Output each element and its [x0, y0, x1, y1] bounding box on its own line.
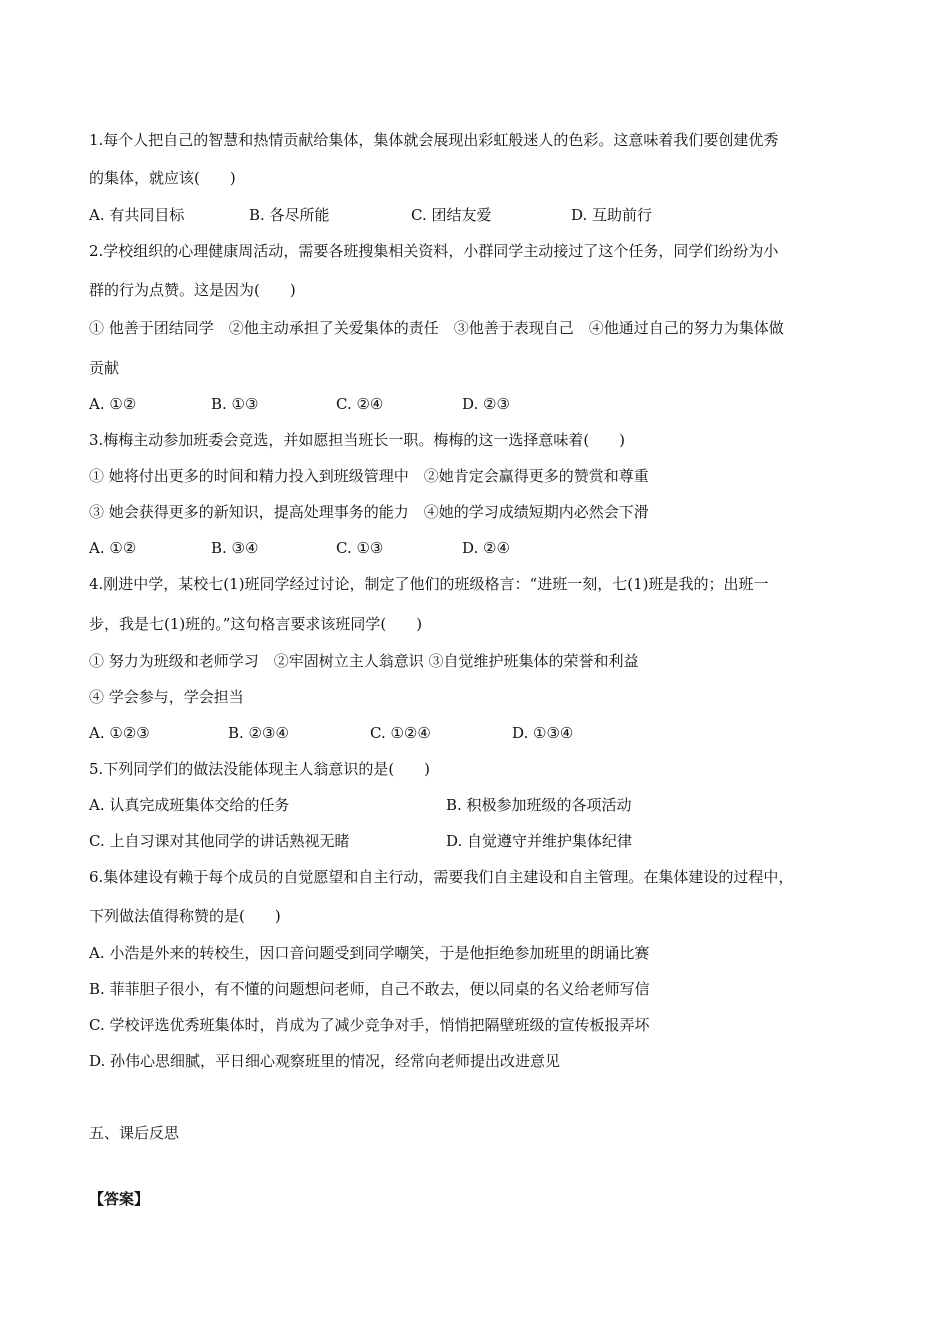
q1-stem-line-2: 的集体，就应该( )	[89, 169, 236, 187]
q2-stem-line-2: 群的行为点赞。这是因为( )	[89, 281, 296, 299]
q2-statements-line-2: 贡献	[89, 359, 120, 377]
q1-option-d: D. 互助前行	[571, 206, 653, 224]
q5-stem-line-1: 5.下列同学们的做法没能体现主人翁意识的是( )	[89, 760, 431, 778]
q2-option-c: C. ②④	[336, 395, 384, 413]
q5-option-c: C. 上自习课对其他同学的讲话熟视无睹	[89, 832, 350, 850]
q4-stem-line-2: 步，我是七(1)班的。”这句格言要求该班同学( )	[89, 615, 423, 633]
q4-option-b: B. ②③④	[228, 724, 289, 742]
q6-option-a: A. 小浩是外来的转校生，因口音问题受到同学嘲笑，于是他拒绝参加班里的朗诵比赛	[89, 944, 650, 962]
q1-option-b: B. 各尽所能	[249, 206, 330, 224]
q5-option-a: A. 认真完成班集体交给的任务	[89, 796, 290, 814]
q6-stem-line-1: 6.集体建设有赖于每个成员的自觉愿望和自主行动，需要我们自主建设和自主管理。在集体建设的过程中，	[89, 868, 794, 886]
q6-stem-line-2: 下列做法值得称赞的是( )	[89, 907, 281, 925]
q2-option-d: D. ②③	[462, 395, 510, 413]
section-title: 五、课后反思	[89, 1124, 180, 1142]
q6-option-c: C. 学校评选优秀班集体时，肖成为了减少竞争对手，悄悄把隔壁班级的宣传板报弄坏	[89, 1016, 650, 1034]
q3-statements-line-2: ③ 她会获得更多的新知识，提高处理事务的能力 ④她的学习成绩短期内必然会下滑	[89, 503, 649, 521]
q3-option-b: B. ③④	[211, 539, 259, 557]
q6-option-d: D. 孙伟心思细腻，平日细心观察班里的情况，经常向老师提出改进意见	[89, 1052, 561, 1070]
q2-stem-line-1: 2.学校组织的心理健康周活动，需要各班搜集相关资料，小群同学主动接过了这个任务，同学们纷纷为小	[89, 242, 779, 260]
q2-statements-line-1: ① 他善于团结同学 ②他主动承担了关爱集体的责任 ③他善于表现自己 ④他通过自己的努力为集体做	[89, 319, 784, 337]
q3-option-d: D. ②④	[462, 539, 510, 557]
answer-label: 【答案】	[89, 1190, 150, 1208]
q4-stem-line-1: 4.刚进中学，某校七(1)班同学经过讨论，制定了他们的班级格言：“进班一刻，七(1)班是我的；出班一	[89, 575, 769, 593]
q2-option-a: A. ①②	[89, 395, 137, 413]
q2-option-b: B. ①③	[211, 395, 259, 413]
q6-option-b: B. 菲菲胆子很小，有不懂的问题想问老师，自己不敢去，便以同桌的名义给老师写信	[89, 980, 650, 998]
q1-option-a: A. 有共同目标	[89, 206, 185, 224]
q3-stem-line-1: 3.梅梅主动参加班委会竞选，并如愿担当班长一职。梅梅的这一选择意味着( )	[89, 431, 626, 449]
q4-statements-line-2: ④ 学会参与，学会担当	[89, 688, 244, 706]
q4-statements-line-1: ① 努力为班级和老师学习 ②牢固树立主人翁意识 ③自觉维护班集体的荣誉和利益	[89, 652, 639, 670]
q1-stem-line-1: 1.每个人把自己的智慧和热情贡献给集体，集体就会展现出彩虹般迷人的色彩。这意味着我们要创建优秀	[89, 131, 779, 149]
q5-option-b: B. 积极参加班级的各项活动	[446, 796, 632, 814]
q4-option-a: A. ①②③	[89, 724, 150, 742]
q3-option-c: C. ①③	[336, 539, 384, 557]
q3-statements-line-1: ① 她将付出更多的时间和精力投入到班级管理中 ②她肯定会赢得更多的赞赏和尊重	[89, 467, 649, 485]
q5-option-d: D. 自觉遵守并维护集体纪律	[446, 832, 633, 850]
q4-option-c: C. ①②④	[370, 724, 431, 742]
q1-option-c: C. 团结友爱	[411, 206, 492, 224]
q3-option-a: A. ①②	[89, 539, 137, 557]
q4-option-d: D. ①③④	[512, 724, 574, 742]
